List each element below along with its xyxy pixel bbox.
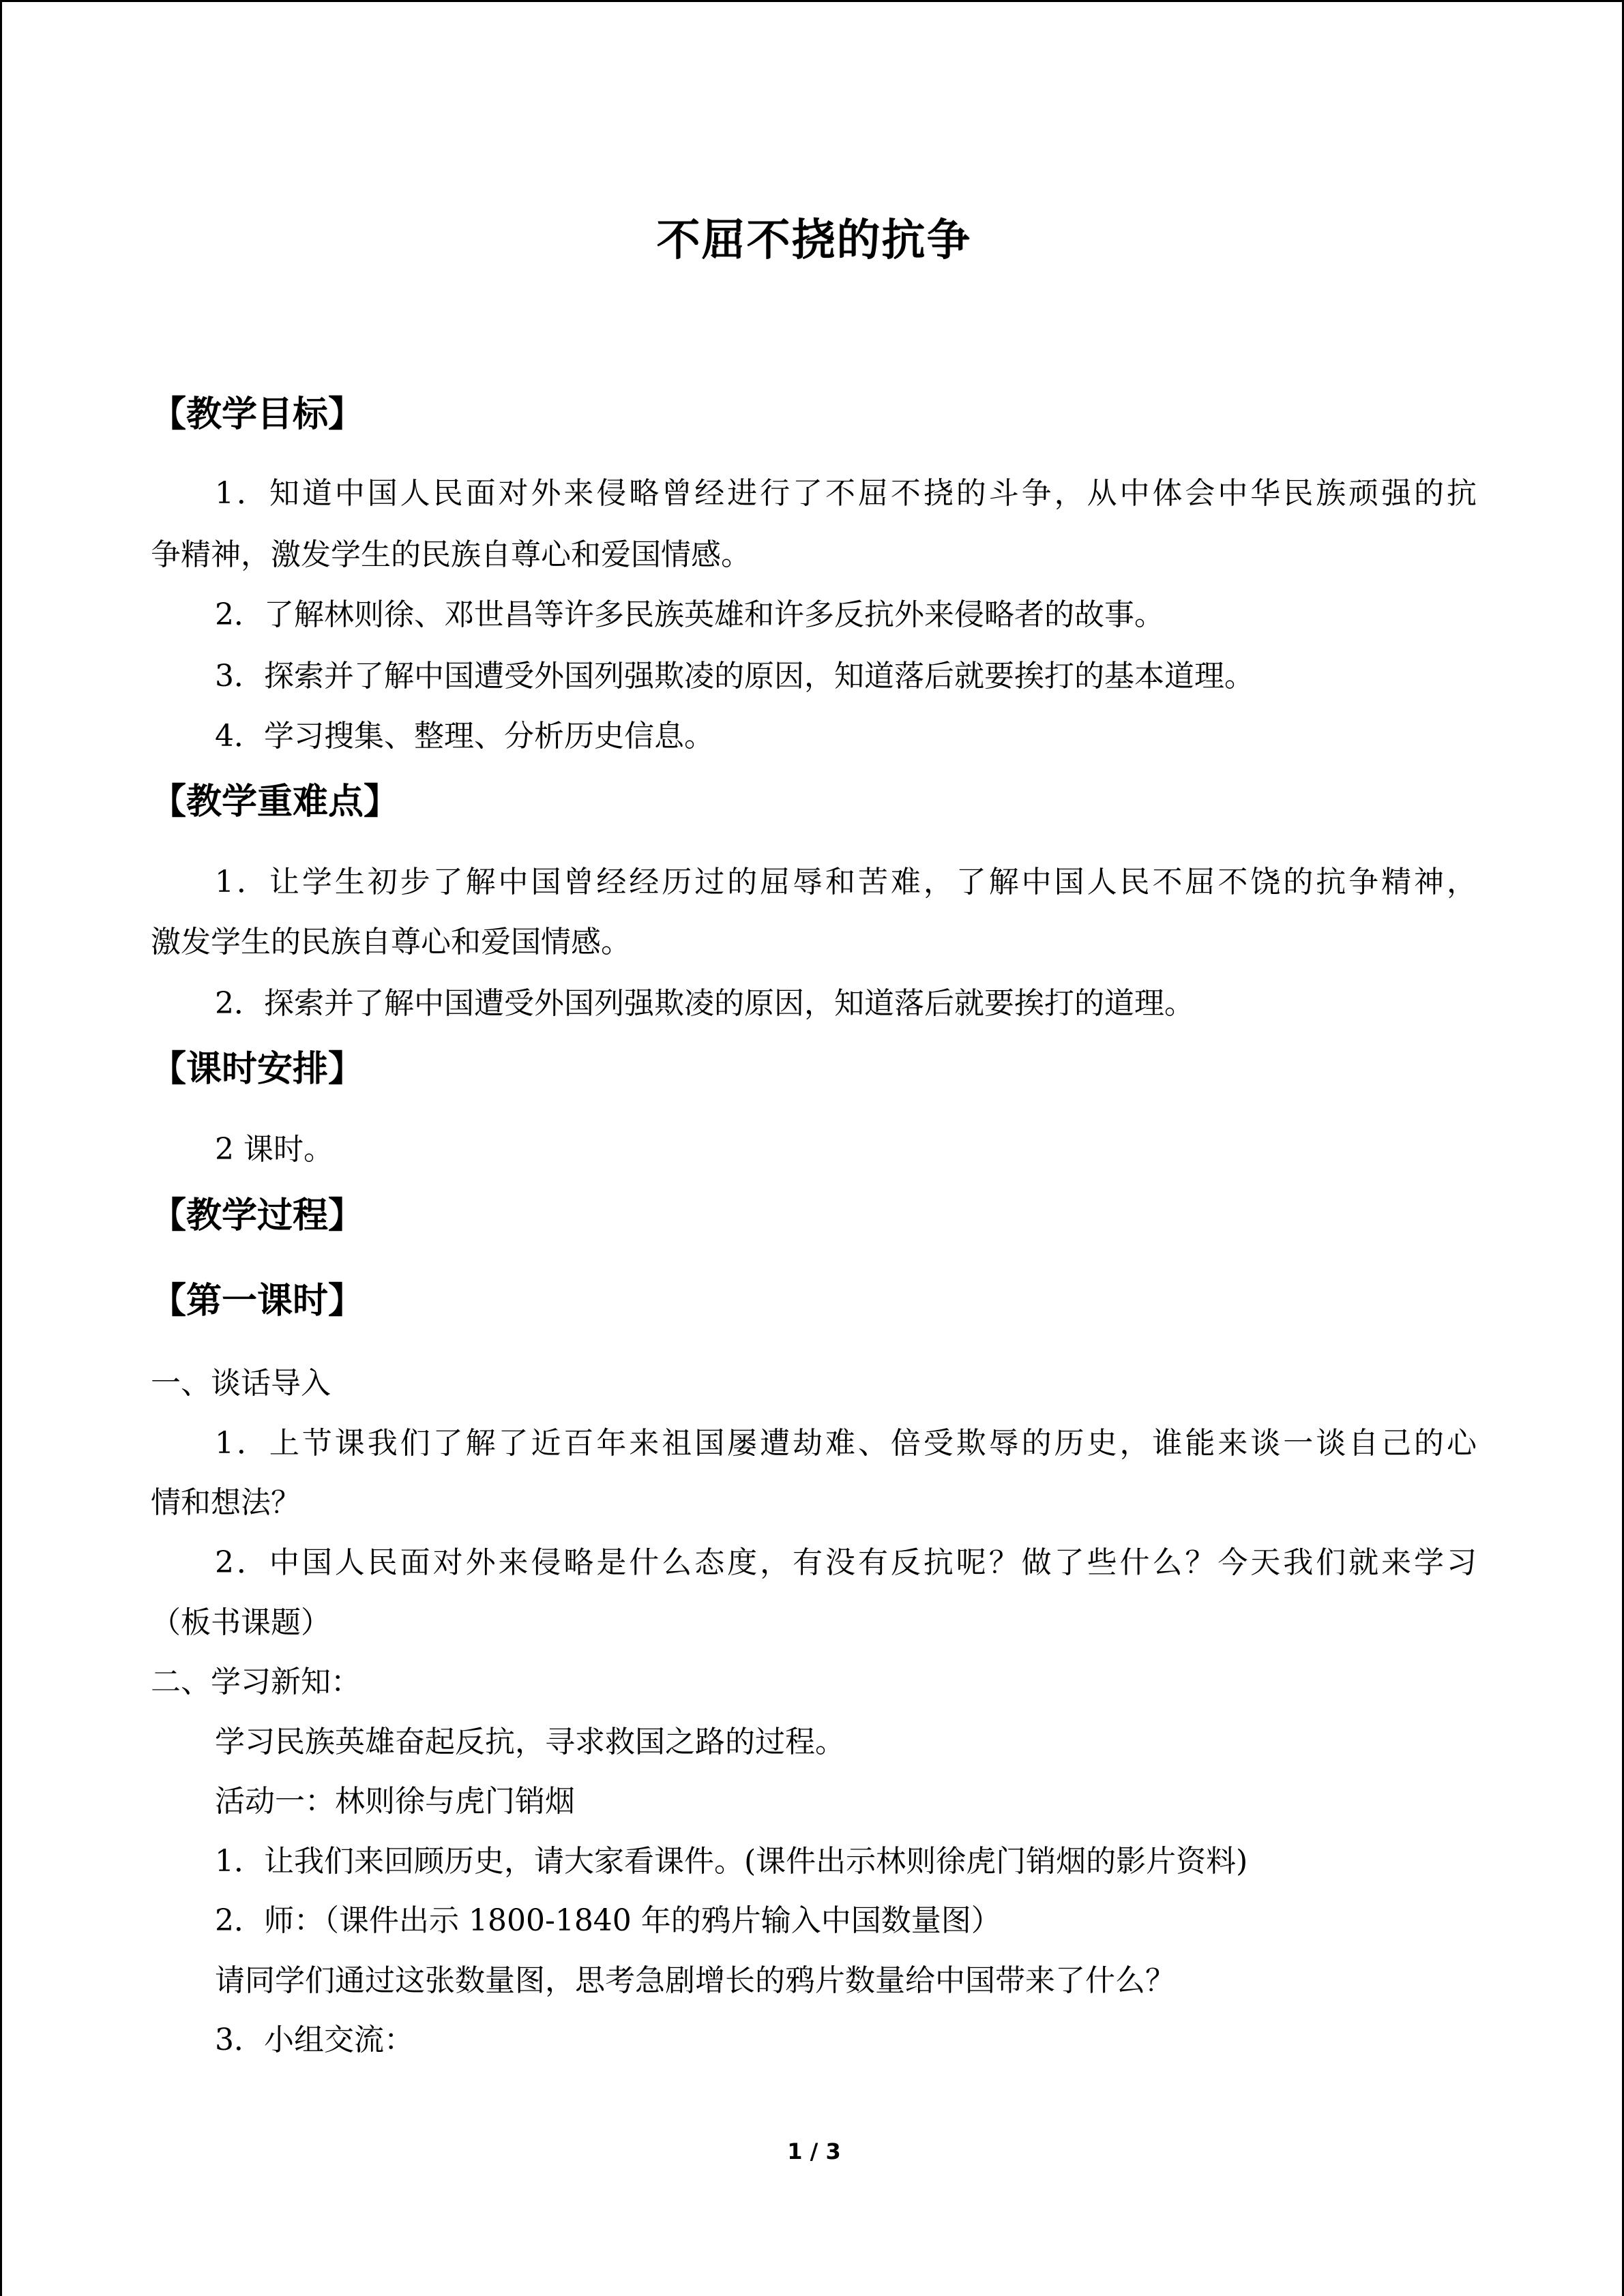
schedule-text: 2 课时。 xyxy=(215,1132,334,1167)
keypoint-item-1-line-2: 激发学生的民族自尊心和爱国情感。 xyxy=(151,925,631,959)
paragraph-5: 1．让我们来回顾历史，请大家看课件。(课件出示林则徐虎门销烟的影片资料) xyxy=(215,1844,1248,1879)
paragraph-2-line-1: 2．中国人民面对外来侵略是什么态度，有没有反抗呢？做了些什么？今天我们就来学习 xyxy=(215,1545,1477,1580)
paragraph-1-line-2: 情和想法？ xyxy=(151,1485,301,1520)
heading-first-lesson: 【第一课时】 xyxy=(151,1281,364,1322)
paragraph-4: 活动一：林则徐与虎门销烟 xyxy=(215,1784,575,1819)
goal-item-1-line-2: 争精神，激发学生的民族自尊心和爱国情感。 xyxy=(151,537,751,572)
part-1-title: 一、谈话导入 xyxy=(151,1366,331,1401)
goal-item-1-line-1: 1．知道中国人民面对外来侵略曾经进行了不屈不挠的斗争，从中体会中华民族顽强的抗 xyxy=(215,476,1477,511)
page-number: 1 / 3 xyxy=(787,2138,841,2164)
goal-item-4: 4．学习搜集、整理、分析历史信息。 xyxy=(215,719,714,754)
goal-item-2: 2．了解林则徐、邓世昌等许多民族英雄和许多反抗外来侵略者的故事。 xyxy=(215,597,1164,632)
heading-schedule: 【课时安排】 xyxy=(151,1049,364,1090)
heading-key-points: 【教学重难点】 xyxy=(151,781,400,822)
paragraph-1-line-1: 1．上节课我们了解了近百年来祖国屡遭劫难、倍受欺辱的历史，谁能来谈一谈自己的心 xyxy=(215,1426,1477,1461)
paragraph-6: 2．师：（课件出示 1800-1840 年的鸦片输入中国数量图） xyxy=(215,1903,1001,1938)
document-title: 不屈不挠的抗争 xyxy=(656,215,972,266)
paragraph-7: 请同学们通过这张数量图，思考急剧增长的鸦片数量给中国带来了什么？ xyxy=(215,1963,1175,1998)
paragraph-8: 3．小组交流： xyxy=(215,2023,414,2057)
part-2-title: 二、学习新知： xyxy=(151,1665,361,1699)
paragraph-3: 学习民族英雄奋起反抗，寻求救国之路的过程。 xyxy=(215,1725,845,1759)
heading-teaching-process: 【教学过程】 xyxy=(151,1195,364,1236)
goal-item-3: 3．探索并了解中国遭受外国列强欺凌的原因，知道落后就要挨打的基本道理。 xyxy=(215,659,1254,694)
paragraph-2-line-2: （板书课题） xyxy=(151,1605,331,1640)
keypoint-item-1-line-1: 1．让学生初步了解中国曾经经历过的屈辱和苦难，了解中国人民不屈不饶的抗争精神， xyxy=(215,865,1477,899)
heading-teaching-goals: 【教学目标】 xyxy=(151,394,364,435)
keypoint-item-2: 2．探索并了解中国遭受外国列强欺凌的原因，知道落后就要挨打的道理。 xyxy=(215,986,1194,1021)
